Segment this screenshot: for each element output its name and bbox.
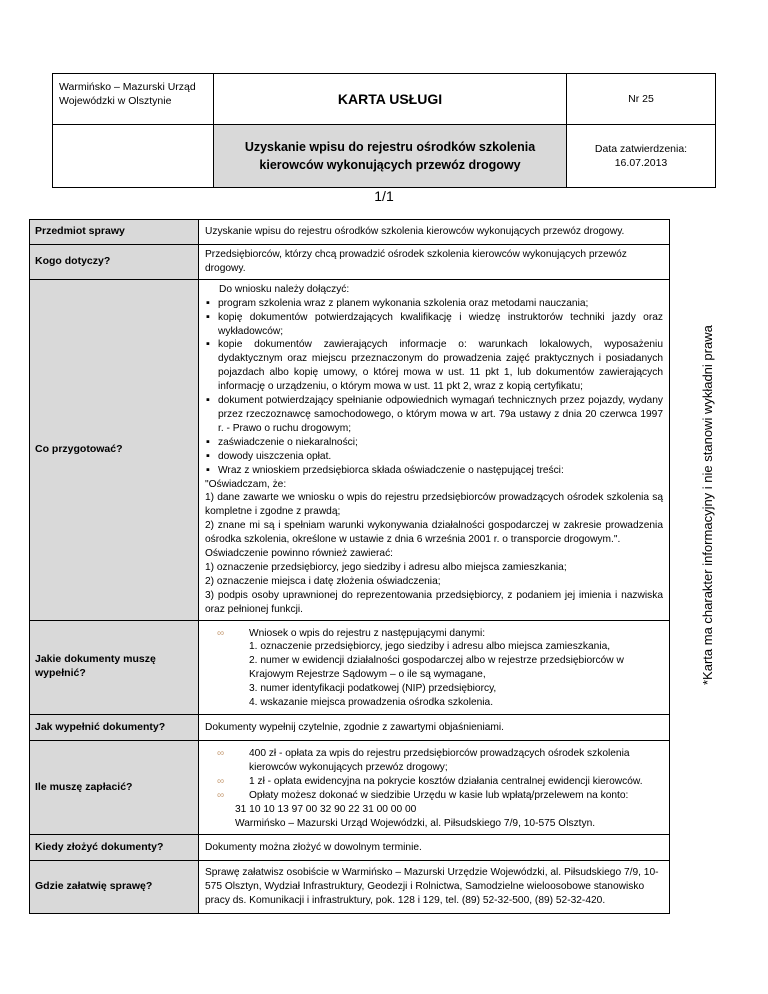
value-wypelnic: Dokumenty wypełnij czytelnie, zgodnie z zawartymi objaśnieniami. <box>199 715 670 741</box>
infinity-bullet-icon: ∞ <box>217 789 225 801</box>
value-dokumenty <box>199 620 670 714</box>
declaration-point-2: 2) znane mi są i spełniam warunki wykonywania działalności gospodarczej w zakresie prowadzenia ośrodka szkolenia, określone w ustawie z dnia 6 września 2001 r. o transporcie drogowym.". <box>205 520 663 546</box>
bank-account-owner: Warmińsko – Mazurski Urząd Wojewódzki, al. Piłsudskiego 7/9, 10-575 Olsztyn. <box>235 817 596 829</box>
documents-sub-item: 4. wskazanie miejsca prowadzenia ośrodka szkolenia. <box>249 697 494 709</box>
fee-text: Opłaty możesz dokonać w siedzibie Urzędu w kasie lub wpłatą/przelewem na konto: <box>249 789 629 801</box>
label-wypelnic: Jak wypełnić dokumenty? <box>30 715 199 741</box>
row-zaplacic <box>30 741 670 835</box>
row-kogo <box>30 245 670 280</box>
list-item <box>205 775 663 789</box>
bank-account-number: 31 10 10 13 97 00 32 90 22 31 00 00 00 <box>235 803 417 815</box>
declaration-extra-3: 3) podpis osoby uprawnionej do reprezentowania przedsiębiorcy, z podaniem jej imienia i nazwiska oraz pełnionej funkcji. <box>205 589 663 615</box>
documents-sub-item: 2. numer w ewidencji działalności gospodarczej albo w rejestrze przedsiębiorców w Krajowym Rejestrze Sądowym – o ile są wymagane, <box>249 655 624 681</box>
infinity-bullet-icon: ∞ <box>217 748 225 759</box>
label-kiedy: Kiedy złożyć dokumenty? <box>30 835 199 861</box>
declaration-extra-intro: Oświadczenie powinno również zawierać: <box>205 548 393 560</box>
row-przygotowac <box>30 279 670 620</box>
approval-date <box>567 125 716 188</box>
header-table <box>52 73 716 188</box>
infinity-bullet-icon: ∞ <box>217 627 225 639</box>
page-number: 1/1 <box>374 188 394 204</box>
org-line-2: Wojewódzki w Olsztynie <box>59 95 172 107</box>
card-number: Nr 25 <box>567 74 716 125</box>
list-item <box>205 627 663 641</box>
label-przedmiot: Przedmiot sprawy <box>30 220 199 245</box>
row-wypelnic <box>30 715 670 741</box>
legal-disclaimer: *Karta ma charakter informacyjny i nie stanowi wykładni prawa <box>700 325 715 685</box>
value-kiedy: Dokumenty można złożyć w dowolnym terminie. <box>199 835 670 861</box>
label-przygotowac: Co przygotować? <box>30 279 199 620</box>
list-item <box>205 747 663 775</box>
subtitle-line-2: kierowców wykonujących przewóz drogowy <box>259 158 521 172</box>
documents-sub-item: 1. oznaczenie przedsiębiorcy, jego siedziby i adresu albo miejsca zamieszkania, <box>249 641 611 653</box>
fee-text: 1 zł - opłata ewidencyjna na pokrycie kosztów działania centralnej ewidencji kierowców. <box>249 775 643 787</box>
declaration-extra-1: 1) oznaczenie przedsiębiorcy, jego siedziby i adresu albo miejsca zamieszkania; <box>205 561 567 573</box>
attachments-list <box>205 297 663 478</box>
label-dokumenty: Jakie dokumenty muszę wypełnić? <box>30 620 199 714</box>
service-card-table <box>29 219 670 914</box>
infinity-bullet-icon: ∞ <box>217 775 225 787</box>
list-item: ▪ kopię dokumentów potwierdzających kwalifikację i wiedzę instruktorów techniki jazdy oraz wykładowców; <box>205 311 663 339</box>
value-gdzie: Sprawę załatwisz osobiście w Warmińsko – Mazurski Urzędzie Wojewódzki, al. Piłsudskiego 7/9, 10-575 Olsztyn, Wydział Infrastruktury, Geodezji i Rolnictwa, Samodzielne wieloosobowe stanowisko pracy ds. Komunikacji i infrastruktury, pok. 128 i 129, tel. (89) 52-32-500, (89) 52-32-420. <box>199 861 670 914</box>
value-przygotowac <box>199 279 670 620</box>
row-przedmiot <box>30 220 670 245</box>
approval-date-label: Data zatwierdzenia: <box>594 143 688 155</box>
row-gdzie <box>30 861 670 914</box>
declaration-start: "Oświadczam, że: <box>205 478 287 490</box>
organization-name <box>53 74 214 125</box>
org-empty-cell <box>53 125 214 188</box>
list-item: ▪ Wraz z wnioskiem przedsiębiorca składa oświadczenie o następującej treści: <box>205 464 663 478</box>
list-item: ▪ dowody uiszczenia opłat. <box>205 450 663 464</box>
attachments-intro: Do wniosku należy dołączyć: <box>219 283 350 295</box>
declaration-extra-2: 2) oznaczenie miejsca i datę złożenia oświadczenia; <box>205 575 441 587</box>
fees-list <box>205 747 663 803</box>
value-przedmiot: Uzyskanie wpisu do rejestru ośrodków szkolenia kierowców wykonujących przewóz drogowy. <box>199 220 670 245</box>
declaration-point-1: 1) dane zawarte we wniosku o wpis do rejestru przedsiębiorców prowadzących ośrodek szkolenia są kompletne i zgodne z prawdą; <box>205 492 663 518</box>
list-item: ▪ program szkolenia wraz z planem wykonania szkolenia oraz metodami nauczania; <box>205 297 663 311</box>
list-item: ▪ dokument potwierdzający spełnianie odpowiednich wymagań technicznych przez pojazdy, wydany przez rzeczoznawcę samochodowego, o którym mowa w art. 79a ustawy z dnia 20 czerwca 1997 r. - Prawo o ruchu drogowym; <box>205 394 663 436</box>
value-kogo: Przedsiębiorców, którzy chcą prowadzić ośrodek szkolenia kierowców wykonujących przewóz drogowy. <box>199 245 670 280</box>
subtitle-line-1: Uzyskanie wpisu do rejestru ośrodków szkolenia <box>244 140 536 154</box>
org-line-1: Warmińsko – Mazurski Urząd <box>59 81 196 93</box>
document-title: KARTA USŁUGI <box>214 74 567 125</box>
label-zaplacic: Ile muszę zapłacić? <box>30 741 199 835</box>
approval-date-value: 16.07.2013 <box>614 157 668 169</box>
documents-main-text: Wniosek o wpis do rejestru z następującymi danymi: <box>249 627 486 639</box>
list-item <box>205 789 663 803</box>
documents-sub-item: 3. numer identyfikacji podatkowej (NIP) przedsiębiorcy, <box>249 683 497 695</box>
row-dokumenty <box>30 620 670 714</box>
fee-text: 400 zł - opłata za wpis do rejestru przedsiębiorców prowadzących ośrodek szkolenia kierowców wykonujących przewóz drogowy; <box>249 748 630 773</box>
list-item: ▪ kopie dokumentów zawierających informacje o: warunkach lokalowych, wyposażeniu dydaktycznym oraz miejscu przeznaczonym do prowadzenia zajęć praktycznych i posiadanych pojazdach albo kopię umowy, o której mowa w ust. 11 pkt 1, lub dokumentów zawierających informację o urządzeniu, o którym mowa w ust. 11 pkt 2, wraz z kopią certyfikatu; <box>205 338 663 394</box>
label-kogo: Kogo dotyczy? <box>30 245 199 280</box>
documents-list <box>205 627 663 641</box>
label-gdzie: Gdzie załatwię sprawę? <box>30 861 199 914</box>
value-zaplacic <box>199 741 670 835</box>
list-item: ▪ zaświadczenie o niekaralności; <box>205 436 663 450</box>
row-kiedy <box>30 835 670 861</box>
card-subtitle <box>214 125 567 188</box>
